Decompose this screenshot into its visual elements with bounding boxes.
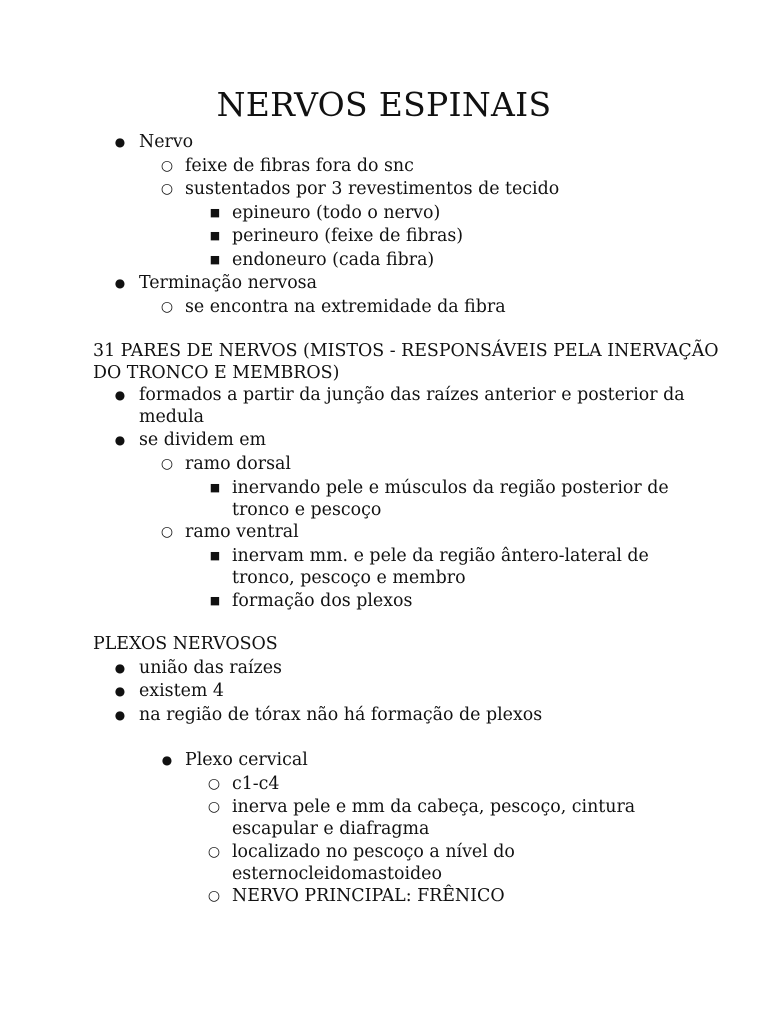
bullet-disc-icon: ●: [114, 684, 126, 698]
list-item: inervam mm. e pele da região ântero-lateral de: [232, 546, 649, 566]
page-title: NERVOS ESPINAIS: [216, 85, 552, 124]
bullet-disc-icon: ●: [114, 433, 126, 447]
bullet-disc-icon: ●: [114, 708, 126, 722]
bullet-square-icon: ■: [209, 253, 221, 266]
list-item: c1-c4: [232, 774, 280, 794]
list-item: ramo ventral: [185, 522, 299, 542]
list-item: epineuro (todo o nervo): [232, 203, 441, 223]
list-item-cont: tronco e pescoço: [232, 500, 382, 520]
bullet-circle-icon: ○: [160, 456, 174, 472]
bullet-circle-icon: ○: [207, 776, 221, 792]
bullet-disc-icon: ●: [161, 753, 173, 767]
list-item: ramo dorsal: [185, 454, 291, 474]
list-item: união das raízes: [139, 658, 282, 678]
bullet-square-icon: ■: [209, 229, 221, 242]
bullet-disc-icon: ●: [114, 276, 126, 290]
list-item-cont: tronco, pescoço e membro: [232, 568, 466, 588]
bullet-circle-icon: ○: [160, 158, 174, 174]
bullet-circle-icon: ○: [207, 844, 221, 860]
bullet-square-icon: ■: [209, 594, 221, 607]
bullet-square-icon: ■: [209, 549, 221, 562]
list-item: se encontra na extremidade da fibra: [185, 297, 506, 317]
list-item: endoneuro (cada fibra): [232, 250, 435, 270]
list-item: formação dos plexos: [232, 591, 413, 611]
section-heading-pares-cont: DO TRONCO E MEMBROS): [93, 363, 340, 383]
list-item-cont: escapular e diafragma: [232, 819, 430, 839]
section-heading-plexos: PLEXOS NERVOSOS: [93, 634, 278, 654]
bullet-circle-icon: ○: [160, 299, 174, 315]
bullet-circle-icon: ○: [207, 799, 221, 815]
list-item-nervo: Nervo: [139, 132, 194, 152]
list-item-plexo-cervical: Plexo cervical: [185, 750, 308, 770]
list-item: perineuro (feixe de fibras): [232, 226, 464, 246]
list-item: se dividem em: [139, 430, 267, 450]
bullet-disc-icon: ●: [114, 661, 126, 675]
list-item-nervo-principal: NERVO PRINCIPAL: FRÊNICO: [232, 886, 505, 906]
list-item: feixe de fibras fora do snc: [185, 156, 414, 176]
list-item: formados a partir da junção das raízes anterior e posterior da: [139, 385, 685, 405]
bullet-disc-icon: ●: [114, 135, 126, 149]
list-item: sustentados por 3 revestimentos de tecido: [185, 179, 560, 199]
bullet-square-icon: ■: [209, 206, 221, 219]
bullet-circle-icon: ○: [160, 181, 174, 197]
bullet-disc-icon: ●: [114, 388, 126, 402]
list-item-terminacao: Terminação nervosa: [139, 273, 317, 293]
list-item-cont: medula: [139, 407, 205, 427]
bullet-circle-icon: ○: [207, 888, 221, 904]
list-item-cont: esternocleidomastoideo: [232, 864, 442, 884]
list-item: inerva pele e mm da cabeça, pescoço, cintura: [232, 797, 636, 817]
bullet-circle-icon: ○: [160, 524, 174, 540]
list-item: existem 4: [139, 681, 224, 701]
list-item: na região de tórax não há formação de plexos: [139, 705, 543, 725]
list-item: inervando pele e músculos da região posterior de: [232, 478, 669, 498]
section-heading-pares: 31 PARES DE NERVOS (MISTOS - RESPONSÁVEIS PELA INERVAÇÃO: [93, 341, 719, 361]
list-item: localizado no pescoço a nível do: [232, 842, 515, 862]
bullet-square-icon: ■: [209, 481, 221, 494]
